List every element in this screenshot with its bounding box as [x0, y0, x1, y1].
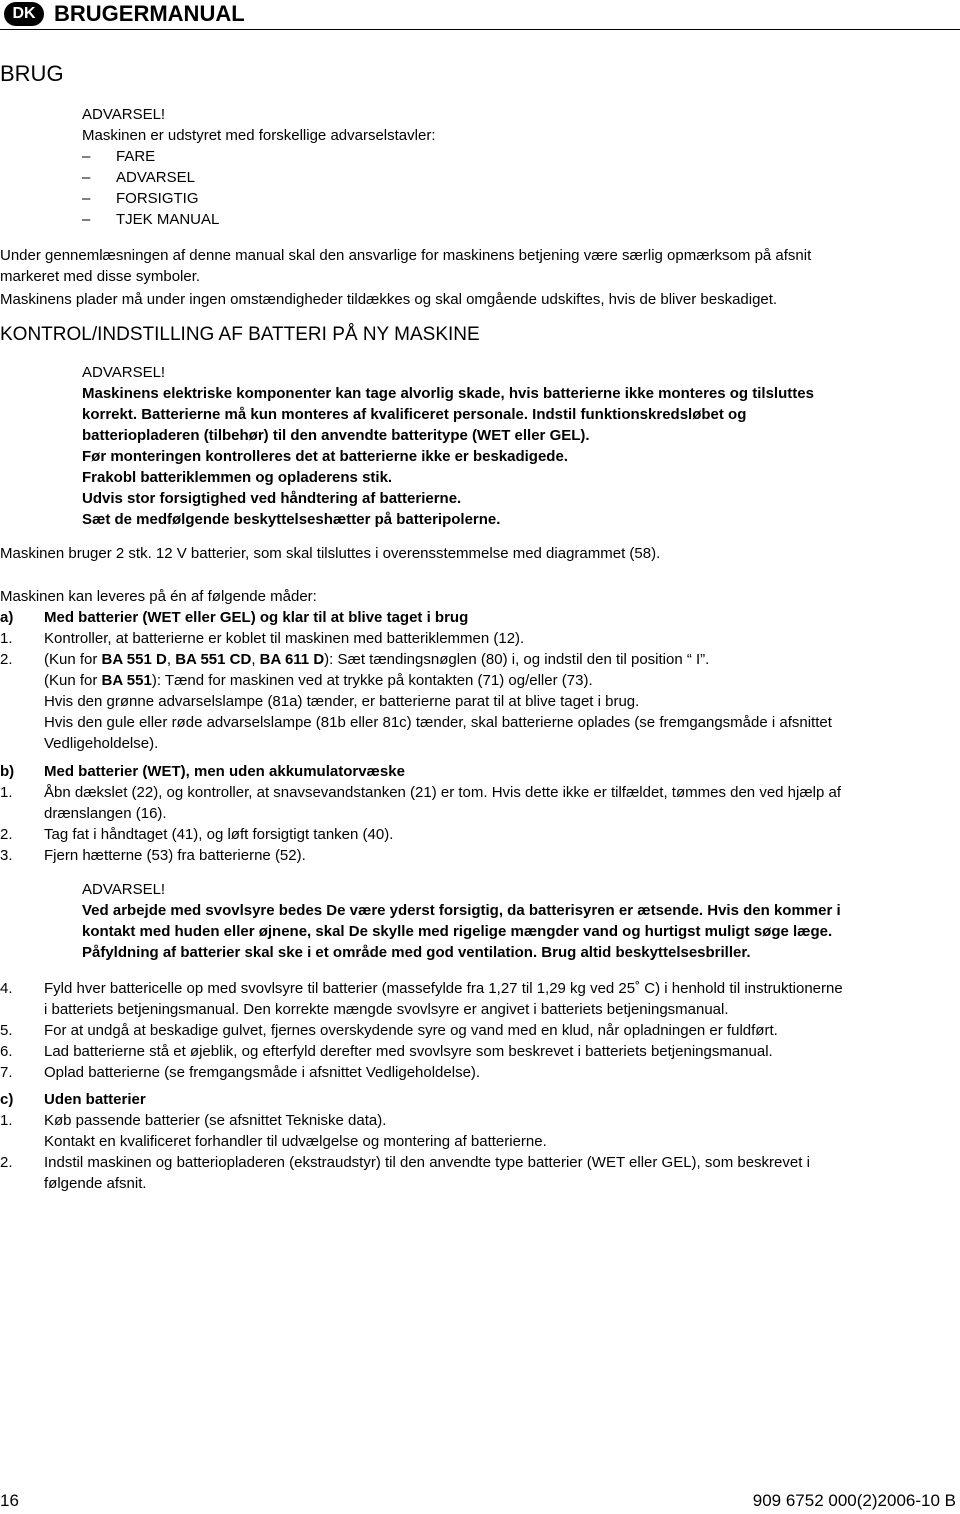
sign-label: TJEK MANUAL — [116, 211, 220, 228]
subsection-label: b) — [0, 763, 15, 780]
warning-line: Påfyldning af batterier skal ske i et område med god ventilation. Brug altid beskyttelsesbriller. — [82, 944, 751, 961]
section-c — [0, 1089, 960, 1194]
item-number: 1. — [0, 1112, 13, 1129]
warning-line: batteriopladeren (tilbehør) til den anvendte batteritype (WET eller GEL). — [82, 427, 590, 444]
subsection-title: Med batterier (WET), men uden akkumulatorvæske — [44, 763, 405, 780]
item-number: 1. — [0, 630, 13, 647]
text-run: ): Sæt tændingsnøglen (80) i, og indstil den til position “ I”. — [324, 651, 710, 668]
delivery-paragraph — [0, 586, 317, 607]
warning-sign-item — [82, 209, 435, 230]
list-item — [0, 1020, 960, 1041]
list-item — [0, 649, 960, 670]
page-title: BRUG — [0, 61, 64, 86]
dash-marker: – — [82, 190, 91, 207]
sign-label: FARE — [116, 148, 156, 165]
item-text: Køb passende batterier (se afsnittet Tekniske data). — [44, 1112, 387, 1129]
section-b — [0, 761, 960, 866]
dash-marker: – — [82, 211, 91, 228]
item-number: 4. — [0, 980, 13, 997]
page-number: 16 — [0, 1491, 19, 1510]
dash-marker: – — [82, 148, 91, 165]
list-item-continuation: drænslangen (16). — [44, 805, 167, 822]
section-a — [0, 607, 960, 754]
list-item — [0, 978, 960, 999]
item-text: Oplad batterierne (se fremgangsmåde i afsnittet Vedligeholdelse). — [44, 1064, 481, 1081]
section-b-continued — [0, 978, 960, 1083]
subsection-title: Med batterier (WET eller GEL) og klar til at blive taget i brug — [44, 609, 469, 626]
section-heading: KONTROL/INDSTILLING AF BATTERI PÅ NY MASKINE — [0, 324, 480, 345]
warning-line: Før monteringen kontrolleres det at batterierne ikke er beskadigede. — [82, 448, 568, 465]
text-run: (Kun for — [44, 651, 102, 668]
model-name: BA 551 — [101, 672, 152, 689]
warning-sign-item — [82, 146, 435, 167]
warning-sign-item — [82, 167, 435, 188]
subsection-heading — [0, 1089, 960, 1110]
item-number: 6. — [0, 1043, 13, 1060]
document-code: 909 6752 000(2)2006-10 B — [752, 1491, 956, 1510]
list-item — [0, 782, 960, 803]
list-item-continuation: Hvis den gule eller røde advarselslampe (81b eller 81c) tænder, skal batterierne oplades (se fremgangsmåde i afsnittet — [44, 714, 832, 731]
dash-marker: – — [82, 169, 91, 186]
subsection-label: a) — [0, 609, 14, 626]
intro-paragraph — [0, 245, 811, 287]
list-item-continuation: følgende afsnit. — [44, 1175, 147, 1192]
item-number: 2. — [0, 826, 13, 843]
header-title: BRUGERMANUAL — [54, 1, 245, 26]
list-item-continuation: i batteriets betjeningsmanual. Den korrekte mængde svovlsyre er angivet i batteriets betjeningsmanual. — [44, 1001, 729, 1018]
list-item — [0, 824, 960, 845]
list-item-continuation: Vedligeholdelse). — [44, 735, 159, 752]
sign-label: FORSIGTIG — [116, 190, 199, 207]
list-item-continuation: Kontakt en kvalificeret forhandler til udvælgelse og montering af batterierne. — [44, 1133, 547, 1150]
list-item — [0, 1110, 960, 1131]
item-text: Åbn dækslet (22), og kontroller, at snavsevandstanken (21) er tom. Hvis dette ikke er tilfældet, tømmes den ved hjælp af — [44, 784, 842, 801]
warning-label: ADVARSEL! — [82, 364, 166, 381]
item-number: 5. — [0, 1022, 13, 1039]
list-item-continuation: Hvis den grønne advarselslampe (81a) tænder, er batterierne parat til at blive taget i brug. — [44, 693, 640, 710]
warning-line: kontakt med huden eller øjnene, skal De skylle med rigelige mængder vand og hurtigst muligt søge læge. — [82, 923, 833, 940]
warning-line: Udvis stor forsigtighed ved håndtering af batterierne. — [82, 490, 462, 507]
item-number: 2. — [0, 1154, 13, 1171]
paragraph-line: Maskinen bruger 2 stk. 12 V batterier, som skal tilsluttes i overensstemmelse med diagrammet (58). — [0, 545, 661, 562]
list-item — [0, 628, 960, 649]
warning-line: Sæt de medfølgende beskyttelseshætter på batteripolerne. — [82, 511, 501, 528]
paragraph-line: Under gennemlæsningen af denne manual skal den ansvarlige for maskinens betjening være særlig opmærksom på afsnit — [0, 247, 812, 264]
text-run: , — [166, 651, 176, 668]
item-text: Fjern hætterne (53) fra batterierne (52). — [44, 847, 306, 864]
list-item — [0, 1152, 960, 1173]
header-divider — [0, 29, 960, 30]
warning-block-3 — [82, 879, 841, 963]
warning-intro: Maskinen er udstyret med forskellige advarselstavler: — [82, 127, 436, 144]
model-name: BA 551 D — [101, 651, 167, 668]
list-item — [0, 1062, 960, 1083]
item-text: Kontroller, at batterierne er koblet til maskinen med batteriklemmen (12). — [44, 630, 525, 647]
text-run: (Kun for — [44, 672, 102, 689]
subsection-heading — [0, 607, 960, 628]
warning-line: korrekt. Batterierne må kun monteres af kvalificeret personale. Indstil funktionskredsløbet og — [82, 406, 747, 423]
paragraph-line: Maskinen kan leveres på én af følgende måder: — [0, 588, 317, 605]
item-text: Indstil maskinen og batteriopladeren (ekstraudstyr) til den anvendte type batterier (WET eller GEL), som beskrevet i — [44, 1154, 810, 1171]
model-name: BA 551 CD — [175, 651, 252, 668]
sign-label: ADVARSEL — [116, 169, 195, 186]
warning-line: Maskinens elektriske komponenter kan tage alvorlig skade, hvis batterierne ikke monteres og tilsluttes — [82, 385, 814, 402]
plates-paragraph — [0, 289, 777, 310]
warning-block-1 — [82, 104, 435, 230]
model-name: BA 611 D — [259, 651, 325, 668]
item-text: For at undgå at beskadige gulvet, fjernes overskydende syre og vand med en klud, når opladningen er fuldført. — [44, 1022, 778, 1039]
warning-line: Ved arbejde med svovlsyre bedes De være yderst forsigtig, da batterisyren er ætsende. Hvis den kommer i — [82, 902, 841, 919]
item-text: Tag fat i håndtaget (41), og løft forsigtigt tanken (40). — [44, 826, 394, 843]
subsection-title: Uden batterier — [44, 1091, 146, 1108]
item-number: 2. — [0, 651, 13, 668]
item-text: Lad batterierne stå et øjeblik, og efterfyld derefter med svovlsyre som beskrevet i batteriets betjeningsmanual. — [44, 1043, 773, 1060]
warning-label: ADVARSEL! — [82, 881, 166, 898]
item-text: Fyld hver battericelle op med svovlsyre til batterier (massefylde fra 1,27 til 1,29 kg ved 25˚ C) i henhold til instruktionerne — [44, 980, 843, 997]
subsection-label: c) — [0, 1091, 14, 1108]
list-item — [0, 845, 960, 866]
subsection-heading — [0, 761, 960, 782]
item-number: 1. — [0, 784, 13, 801]
batteries-paragraph — [0, 543, 660, 564]
item-number: 3. — [0, 847, 13, 864]
item-number: 7. — [0, 1064, 13, 1081]
warning-line: Frakobl batteriklemmen og opladerens stik. — [82, 469, 393, 486]
page-header — [0, 0, 960, 30]
paragraph-line: Maskinens plader må under ingen omstændigheder tildækkes og skal omgående udskiftes, hvis de bliver beskadiget. — [0, 291, 778, 308]
list-item — [0, 1041, 960, 1062]
warning-label: ADVARSEL! — [82, 106, 166, 123]
text-run: , — [251, 651, 260, 668]
list-item-continuation — [0, 670, 960, 691]
language-badge: DK — [4, 2, 44, 26]
text-run: ): Tænd for maskinen ved at trykke på kontakten (71) og/eller (73). — [151, 672, 593, 689]
warning-block-2 — [82, 362, 814, 530]
paragraph-line: markeret med disse symboler. — [0, 268, 201, 285]
warning-sign-item — [82, 188, 435, 209]
